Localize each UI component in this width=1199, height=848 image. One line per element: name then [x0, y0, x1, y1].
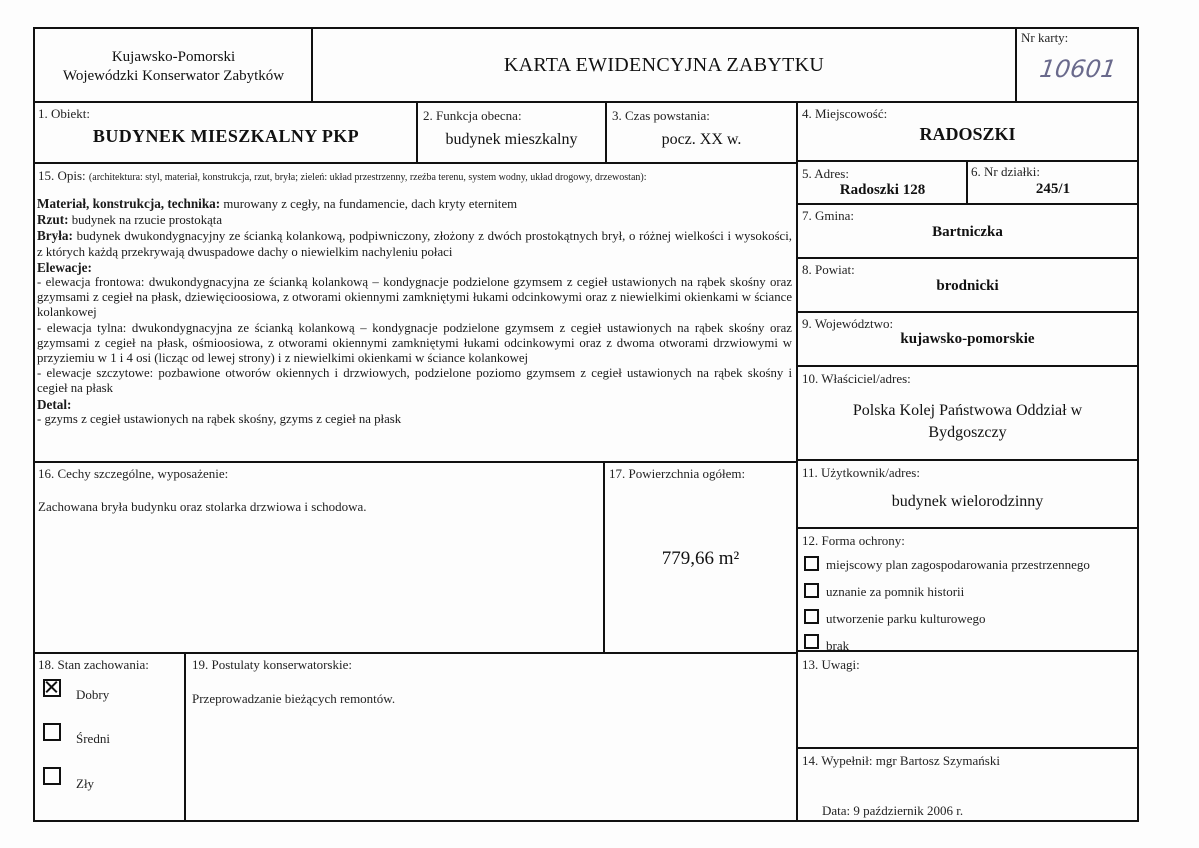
frame-right [1137, 27, 1139, 822]
card-no-value: 10601 [1037, 55, 1119, 83]
frame-top [33, 27, 1139, 29]
funkcja-value: budynek mieszkalny [445, 131, 578, 148]
stan-option-sredni: Średni [76, 731, 110, 746]
right-div-8 [796, 311, 1139, 313]
stan-checkbox-dobry[interactable] [43, 679, 61, 697]
forma-option-2: uznanie za pomnik historii [826, 584, 965, 599]
right-div-13 [796, 747, 1139, 749]
stan-label: 18. Stan zachowania: [38, 657, 149, 672]
institution-line-1: Kujawsko-Pomorski [111, 49, 236, 65]
wlasciciel-label: 10. Właściciel/adres: [802, 371, 911, 386]
opis-hint: (architektura: styl, materiał, konstrukcja, rzut, bryła; zieleń: układ przestrzenny, rzeźba terenu, system wodny, układ drogowy, drzewostan): [88, 172, 647, 183]
forma-checkbox-2[interactable] [804, 583, 819, 598]
desc-elewacja-tylna: - elewacja tylna: dwukondygnacyjna ze ścianką kolankową – kondygnacje podzielone gzymsem z cegieł ustawionych na rąbek skośny oraz gzymsami z cegieł na płask, ośmioosiowa, z otworami okiennymi zamkniętymi łukami odcinkowymi oraz z dwoma otworami drzwiowymi w przyziemiu w 1 i 4 osi (licząc od lewej strony) i z niewielkimi okienkami w ściance kolankowej [37, 320, 792, 366]
stan-option-zly: Zły [76, 776, 95, 791]
powiat-label: 8. Powiat: [802, 262, 855, 277]
powierzchnia-value: 779,66 m² [661, 548, 740, 569]
right-div-10 [796, 459, 1139, 461]
uzytkownik-label: 11. Użytkownik/adres: [802, 465, 920, 480]
adres-value: Radoszki 128 [839, 182, 926, 198]
desc-rzut: Rzut: budynek na rzucie prostokąta [37, 212, 223, 228]
cechy-label: 16. Cechy szczególne, wyposażenie: [38, 466, 229, 481]
powierzchnia-label: 17. Powierzchnia ogółem: [609, 466, 746, 481]
stan-checkbox-sredni[interactable] [43, 723, 61, 741]
desc-material: Materiał, konstrukcja, technika: murowany z cegły, na fundamencie, dach kryty eternitem [37, 196, 518, 211]
right-sep-5-6 [966, 160, 968, 204]
desc-detal-head: Detal: [37, 396, 72, 412]
desc-bottom [33, 461, 798, 463]
wlasciciel-value-1: Polska Kolej Państwowa Oddział w [852, 402, 1083, 419]
frame-bottom [33, 820, 1139, 822]
desc-detal: - gzyms z cegieł ustawionych na rąbek skośny, gzyms z cegieł na płask [37, 411, 402, 426]
wypelnil-label: 14. Wypełnił: mgr Bartosz Szymański [802, 753, 1000, 768]
card-no-label: Nr karty: [1021, 30, 1069, 45]
postulaty-value: Przeprowadzanie bieżących remontów. [192, 691, 396, 706]
description-body [37, 196, 792, 427]
institution-line-2: Wojewódzki Konserwator Zabytków [62, 68, 285, 84]
powiat-value: brodnicki [936, 278, 999, 294]
obiekt-value: BUDYNEK MIESZKALNY PKP [92, 126, 360, 146]
frame-left [33, 27, 35, 822]
miejscowosc-label: 4. Miejscowość: [802, 106, 888, 121]
right-div-11 [796, 527, 1139, 529]
gmina-label: 7. Gmina: [802, 208, 854, 223]
forma-label: 12. Forma ochrony: [802, 533, 905, 548]
funkcja-label: 2. Funkcja obecna: [423, 108, 522, 123]
wlasciciel-value-2: Bydgoszczy [928, 424, 1007, 441]
uwagi-label: 13. Uwagi: [802, 657, 860, 672]
stan-checkbox-zly[interactable] [43, 767, 61, 785]
dzialka-label: 6. Nr działki: [971, 164, 1040, 179]
page-title: KARTA EWIDENCYJNA ZABYTKU [503, 54, 825, 76]
forma-checkbox-4[interactable] [804, 634, 819, 649]
header-divider [33, 101, 1139, 103]
obiekt-label: 1. Obiekt: [38, 106, 90, 121]
stan-option-dobry: Dobry [76, 687, 110, 702]
gmina-value: Bartniczka [932, 224, 1003, 240]
wojewodztwo-value: kujawsko-pomorskie [900, 331, 1035, 347]
header-sep-2 [1015, 27, 1017, 102]
forma-checkbox-1[interactable] [804, 556, 819, 571]
opis-label-text: 15. Opis: [38, 168, 86, 183]
forma-option-4: brak [826, 638, 850, 653]
uzytkownik-value: budynek wielorodzinny [891, 493, 1044, 510]
czas-label: 3. Czas powstania: [612, 108, 710, 123]
wojewodztwo-label: 9. Województwo: [802, 316, 894, 331]
desc-elewacje-head: Elewacje: [37, 259, 92, 275]
czas-value: pocz. XX w. [661, 131, 742, 148]
postulaty-label: 19. Postulaty konserwatorskie: [192, 657, 352, 672]
row16-bottom [33, 652, 798, 654]
right-div-5 [796, 203, 1139, 205]
desc-elewacje-szczytowe: - elewacje szczytowe: pozbawione otworów okiennych i drzwiowych, podzielone poziomo gzymsem z cegieł ustawionych na rąbek skośny i cegieł na płask [37, 366, 792, 396]
right-div-9 [796, 365, 1139, 367]
forma-checkbox-3[interactable] [804, 609, 819, 624]
miejscowosc-value: RADOSZKI [919, 124, 1016, 144]
row18-sep [184, 652, 186, 822]
data-text: Data: 9 październik 2006 r. [822, 803, 964, 818]
forma-option-3: utworzenie parku kulturowego [826, 611, 986, 626]
cechy-value: Zachowana bryła budynku oraz stolarka drzwiowa i schodowa. [38, 499, 367, 514]
opis-label [38, 168, 647, 184]
forma-option-1: miejscowy plan zagospodarowania przestrzennego [826, 557, 1090, 572]
desc-bryla: Bryła: budynek dwukondygnacyjny ze ścianką kolankową, podpiwniczony, złożony z dwóch prostokątnych brył, o różnej wielkości i wysokości, z których każdą przekrywają dwuspadowe dachy o niewielkim nachyleniu połaci [37, 228, 792, 259]
adres-label: 5. Adres: [802, 166, 849, 181]
dzialka-value: 245/1 [1035, 181, 1071, 197]
right-div-7 [796, 257, 1139, 259]
desc-elewacja-frontowa: - elewacja frontowa: dwukondygnacyjna ze ścianką kolankową – kondygnacje podzielone gzymsem z cegieł ustawionych na rąbek skośny oraz gzymsami z cegieł na płask, dziewięcioosiowa, z otworami okiennymi zamkniętymi łukami odcinkowymi oraz z niewielkimi okienkami w ściance kolankowej [37, 275, 792, 320]
